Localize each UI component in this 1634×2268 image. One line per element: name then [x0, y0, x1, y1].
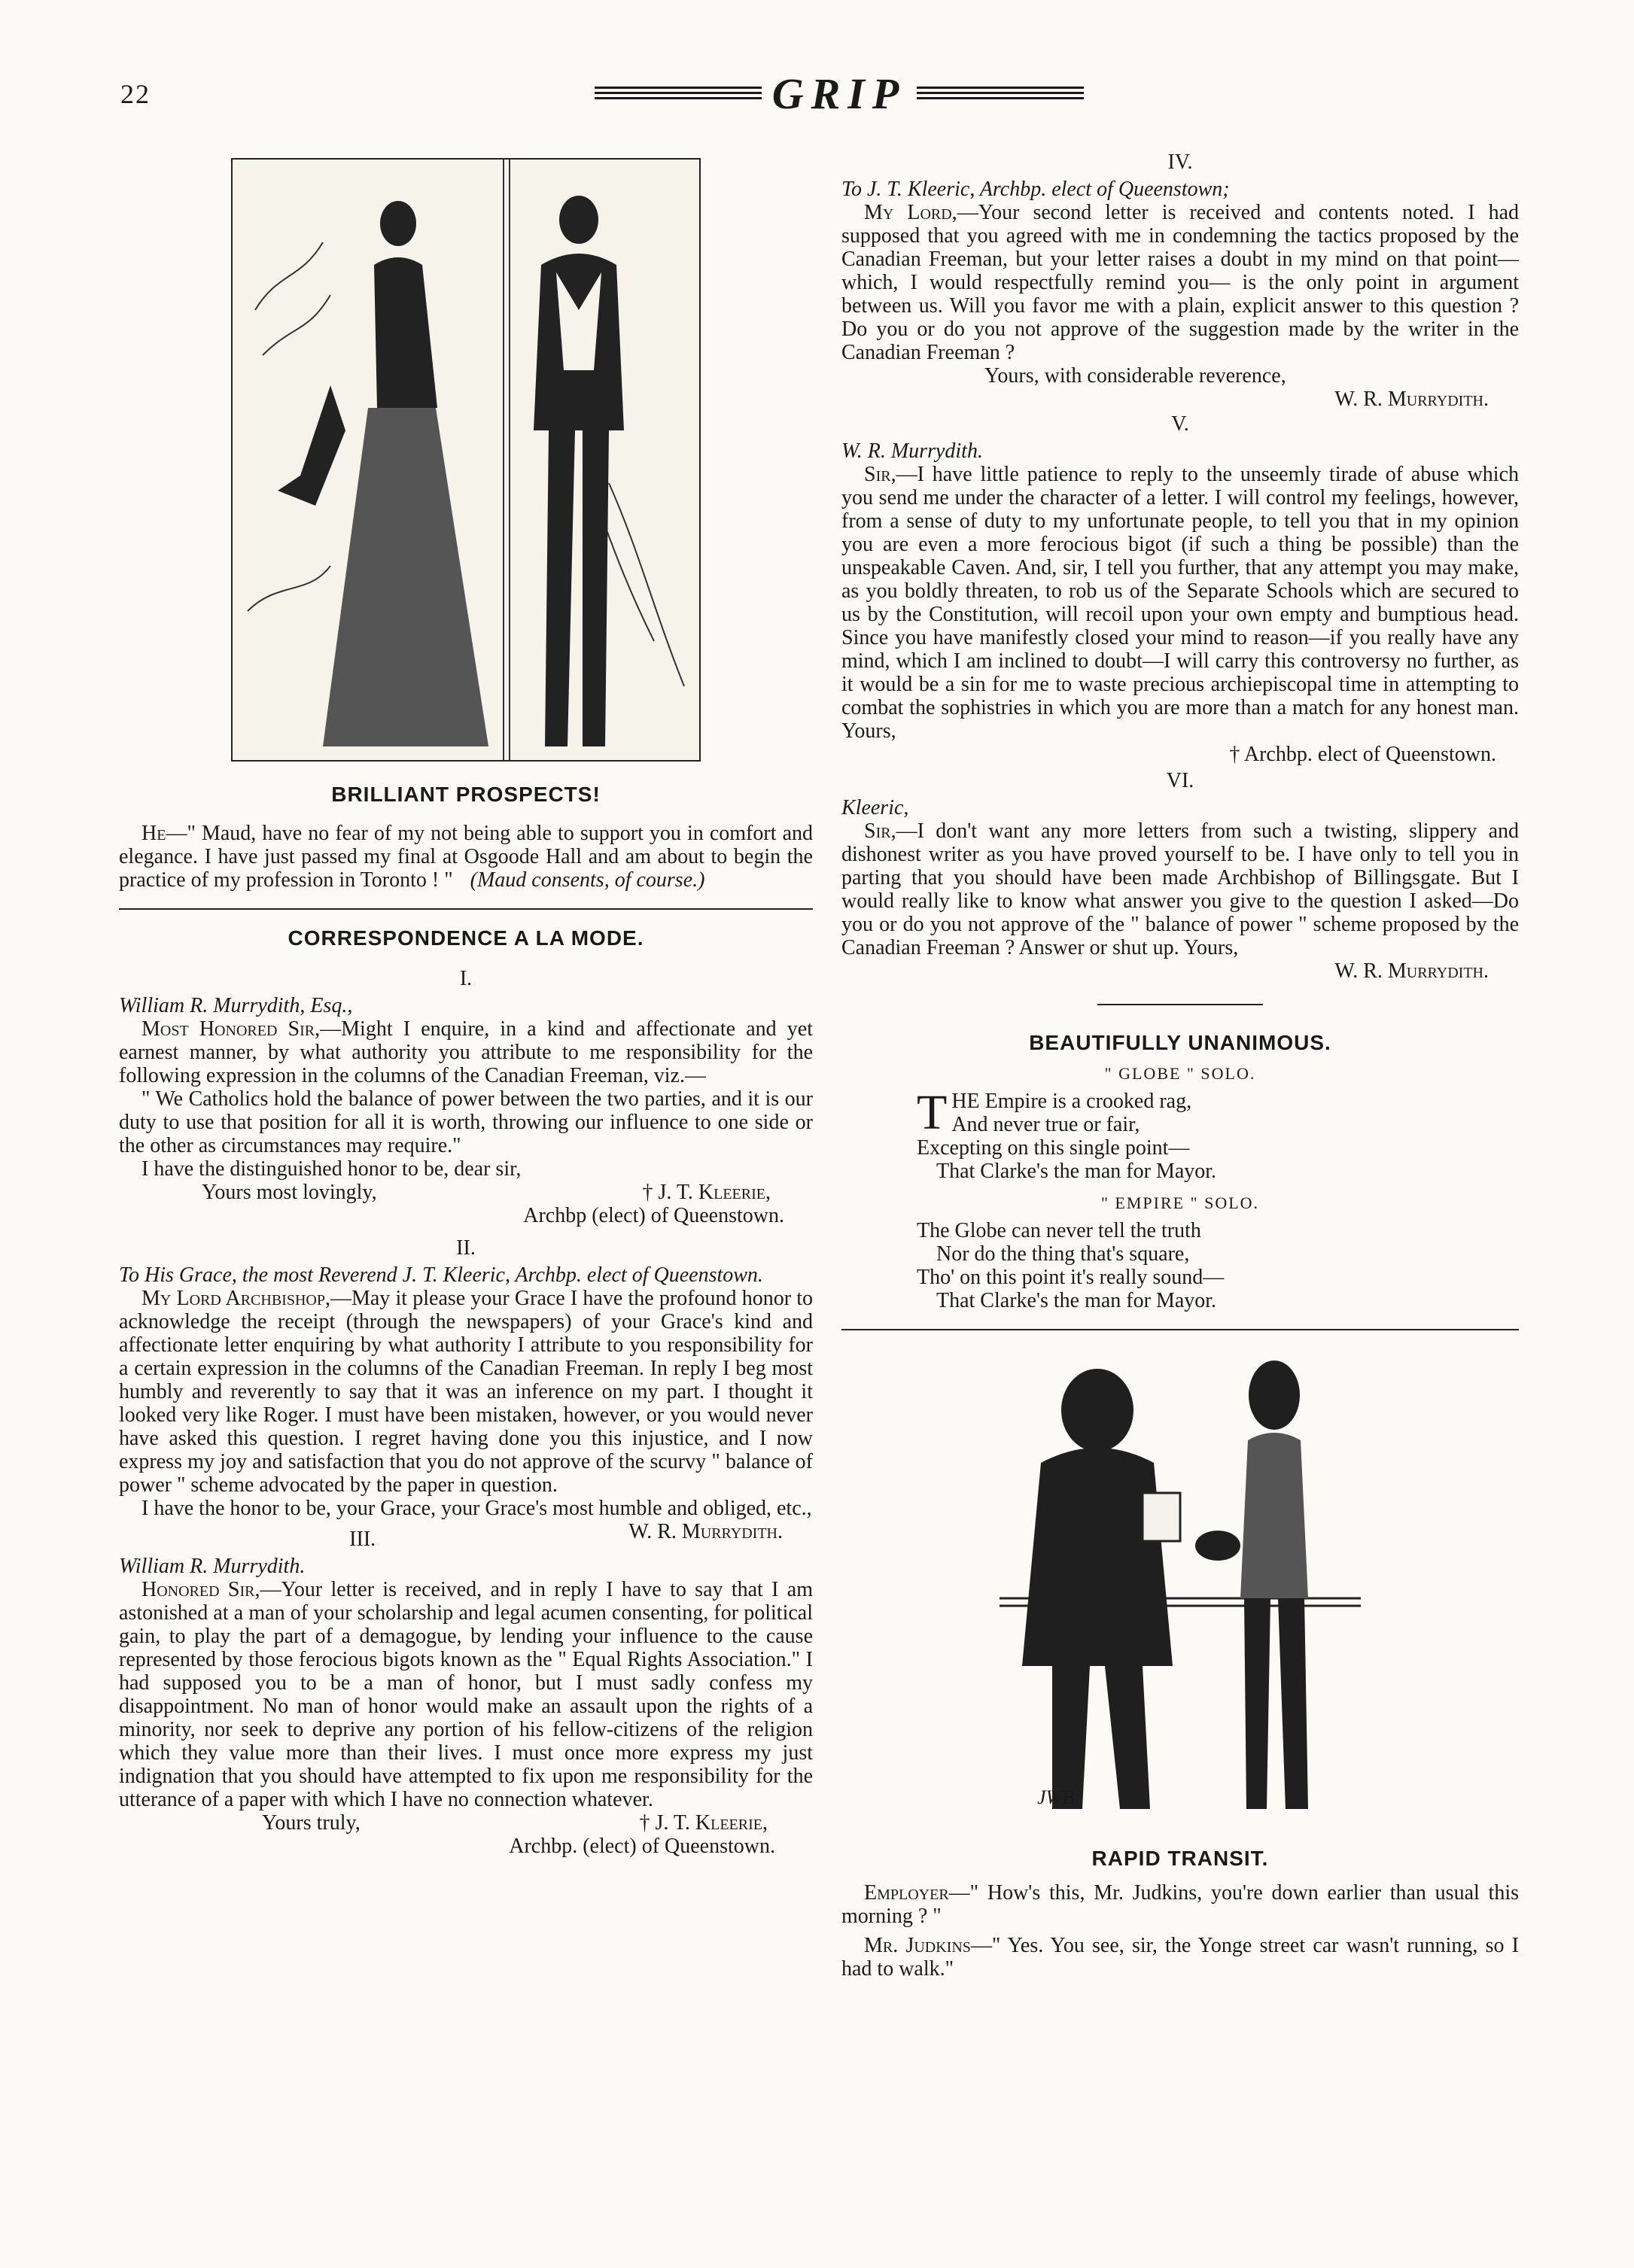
divider-rule — [841, 1329, 1519, 1330]
letter-address: Kleeric, — [841, 796, 909, 819]
letter-text: —Might I enquire, in a kind and affectionate and yet earnest manner, by what authority you attribute to me responsibility for the following expression in the columns of the Canadian Freeman, viz.— — [119, 1017, 814, 1087]
letter-salutation: My Lord, — [864, 201, 957, 224]
aside-maud: (Maud consents, of course.) — [470, 868, 705, 892]
signature-title: Archbp. (elect) of Queenstown. — [509, 1835, 775, 1858]
brilliant-prospects-text — [119, 822, 813, 892]
letter-body — [841, 201, 1519, 364]
letter-closing: I have the distinguished honor to be, dear sir, — [141, 1157, 522, 1181]
unanimous-title: BEAUTIFULLY UNANIMOUS. — [1029, 1031, 1331, 1054]
letter-address: To His Grace, the most Reverend J. T. Kleeric, Archbp. elect of Queenstown. — [119, 1263, 763, 1287]
letter-numeral: I. — [459, 967, 473, 990]
letter-closing: Yours, with considerable reverence, — [984, 364, 1286, 388]
drop-cap: T — [917, 1085, 948, 1140]
letter-numeral: III. — [349, 1528, 376, 1551]
left-column — [119, 158, 813, 1858]
brilliant-prospects-illustration — [231, 158, 701, 762]
rapid-transit-line-1 — [841, 1881, 1519, 1928]
empire-solo-label: " EMPIRE " SOLO. — [1100, 1193, 1260, 1212]
rapid-transit-illustration — [969, 1350, 1391, 1832]
rapid-transit-line-2 — [841, 1934, 1519, 1981]
rapid-transit-caption: RAPID TRANSIT. — [1091, 1847, 1269, 1870]
letter-text: —I don't want any more letters from such a twisting, slippery and dishonest writer as you have proved yourself to be. I have only to tell you in parting that you should have been made Archbishop of Billingsgate. But I would really like to know what answer you give to the question I asked—Do you or do you not approve of the " balance of power " scheme proposed by the Canadian Freeman ? Answer or shut up. Yours, — [841, 819, 1519, 959]
letter-numeral: V. — [1171, 412, 1189, 436]
signature-name: W. R. Murrydith. — [1334, 959, 1489, 983]
letter-quote: " We Catholics hold the balance of power between the two parties, and it is our duty to use that position for all it is worth, throwing our influence to one side or the other as circumstances may require." — [119, 1087, 813, 1157]
brilliant-prospects-caption: BRILLIANT PROSPECTS! — [331, 783, 601, 806]
letter-text: —Your second letter is received and contents noted. I had supposed that you agreed with me in condemning the tactics proposed by the Canadian Freeman, but your letter raises a doubt in my mind on that point—which, I would respectfully remind you— is the only point in argument between us. Will you favor me with a plain, explicit answer to this question ? Do you or do you not approve of the suggestion made by the writer in the Canadian Freeman ? — [841, 201, 1519, 364]
letter-text: —May it please your Grace I have the profound honor to acknowledge the receipt (through the newspapers) of your Grace's kind and affectionate letter enquiring by what authority I attribute to you responsibility for a certain expression in the columns of the Canadian Freeman. In reply I beg most humbly and reverently to say that it was an inference on my part. I thought it looked very like Roger. I must have been mistaken, however, or you would never have asked this question. I regret having done you this injustice, and I now express my joy and satisfaction that you do not approve of the scurvy " balance of power " scheme advocated by the paper in question. — [119, 1287, 813, 1497]
letter-salutation: Most Honored Sir, — [141, 1017, 321, 1041]
masthead-title: GRIP — [771, 68, 907, 118]
letter-closing-text: I have the honor to be, your Grace, your Grace's most humble and obliged, etc., — [141, 1497, 812, 1520]
poem-line: Tho' on this point it's really sound— — [917, 1266, 1225, 1289]
letter-signature — [119, 1811, 813, 1835]
signature-title: Archbp (elect) of Queenstown. — [523, 1204, 784, 1227]
signature-valediction: Yours most lovingly, — [202, 1181, 377, 1204]
letter-signature — [119, 1181, 813, 1204]
poem-line: Excepting on this single point— — [917, 1136, 1190, 1160]
masthead-rule-right — [917, 84, 1084, 103]
masthead-rule-left — [595, 84, 762, 103]
short-divider-rule — [1097, 1004, 1263, 1005]
speaker-judkins: Mr. Judkins — [864, 1934, 971, 1957]
speaker-employer: Employer — [864, 1881, 949, 1905]
letter-address: William R. Murrydith, Esq., — [119, 994, 353, 1017]
correspondence-title: CORRESPONDENCE A LA MODE. — [288, 926, 644, 950]
right-column — [841, 150, 1519, 1981]
speaker-he: He — [141, 822, 166, 845]
poem-line: And never true or fair, — [951, 1113, 1140, 1136]
signature-valediction: Yours truly, — [262, 1811, 361, 1835]
globe-poem — [841, 1085, 1519, 1183]
letter-body — [119, 1287, 813, 1497]
letter-address: W. R. Murrydith. — [841, 439, 983, 463]
letter-numeral: VI. — [1166, 769, 1194, 792]
dialogue-employer: —" How's this, Mr. Judkins, you're down earlier than usual this morning ? " — [841, 1881, 1519, 1928]
dialogue-judkins: —" Yes. You see, sir, the Yonge street car wasn't running, so I had to walk." — [841, 1934, 1519, 1981]
masthead — [595, 68, 1084, 118]
signature-name: † J. T. Kleerie, — [639, 1811, 768, 1835]
globe-solo-label: " GLOBE " SOLO. — [1104, 1064, 1256, 1083]
letter-numeral: IV. — [1167, 150, 1193, 174]
empire-poem — [841, 1219, 1519, 1312]
letter-body — [119, 1017, 813, 1087]
letter-numeral: II. — [456, 1236, 476, 1260]
letter-text: —I have little patience to reply to the unseemly tirade of abuse which you send me under the character of a letter. I will control my feelings, however, from a sense of duty to my unfortunate people, to tell you that in my opinion you are even a more ferocious bigot (if such a thing be possible) than the unspeakable Caven. And, sir, I tell you further, that any attempt you may make, as you boldly threaten, to rob us of the Separate Schools which are secured to us by the Constitution, will recoil upon your own empty and bumptious head. Since you have manifestly closed your mind to reason—if you really have any mind, which I am inclined to doubt—I will carry this controversy no further, as it would be a sin for me to waste precious archiepiscopal time in attempting to combat the sophistries in which you are more than a match for any honest man. Yours, — [841, 463, 1519, 743]
letter-salutation: Sir, — [864, 819, 896, 843]
letter-salutation: Honored Sir, — [141, 1578, 260, 1601]
signature-name: W. R. Murrydith. — [1334, 388, 1489, 411]
poem-line: That Clarke's the man for Mayor. — [936, 1160, 1217, 1183]
poem-line: HE Empire is a crooked rag, — [951, 1090, 1192, 1113]
poem-line: Nor do the thing that's square, — [936, 1242, 1190, 1266]
employer-employee-cartoon-icon — [969, 1350, 1391, 1832]
signature-name: † Archbp. elect of Queenstown. — [1229, 743, 1496, 766]
letter-salutation: Sir, — [864, 463, 896, 486]
letter-salutation: My Lord Archbishop, — [141, 1287, 330, 1310]
artist-signature: JWB — [1037, 1786, 1075, 1808]
poem-line: That Clarke's the man for Mayor. — [936, 1289, 1217, 1312]
letter-body — [841, 819, 1519, 959]
signature-name: W. R. Murrydith. — [628, 1520, 783, 1543]
letter-address: To J. T. Kleeric, Archbp. elect of Queenstown; — [841, 178, 1230, 201]
letter-address: William R. Murrydith. — [119, 1555, 306, 1578]
couple-engraving-icon — [233, 160, 699, 760]
dialogue-he: —" Maud, have no fear of my not being able to support you in comfort and elegance. I have just passed my final at Osgoode Hall and am about to begin the practice of my profession in Toronto ! " — [119, 822, 813, 892]
letter-body — [841, 463, 1519, 743]
letter-body — [119, 1578, 813, 1811]
signature-name: † J. T. Kleerie, — [642, 1181, 771, 1204]
poem-line: The Globe can never tell the truth — [917, 1219, 1201, 1242]
divider-rule — [119, 908, 813, 910]
letter-text: —Your letter is received, and in reply I have to say that I am astonished at a man of your scholarship and legal acumen consenting, for political gain, to play the part of a demagogue, by lending your influence to the cause represented by those ferocious bigots known as the " Equal Rights Association." I had supposed you to be a man of honor, but I must sadly confess my disappointment. No man of honor would make an assault upon the rights of a minority, nor seek to deprive any portion of his fellow-citizens of the religion which they value more than their lives. I must once more express my just indignation that you should have attempted to fix upon me responsibility for the utterance of a paper with which I have no connection whatever. — [119, 1578, 813, 1811]
page-number: 22 — [120, 79, 151, 109]
